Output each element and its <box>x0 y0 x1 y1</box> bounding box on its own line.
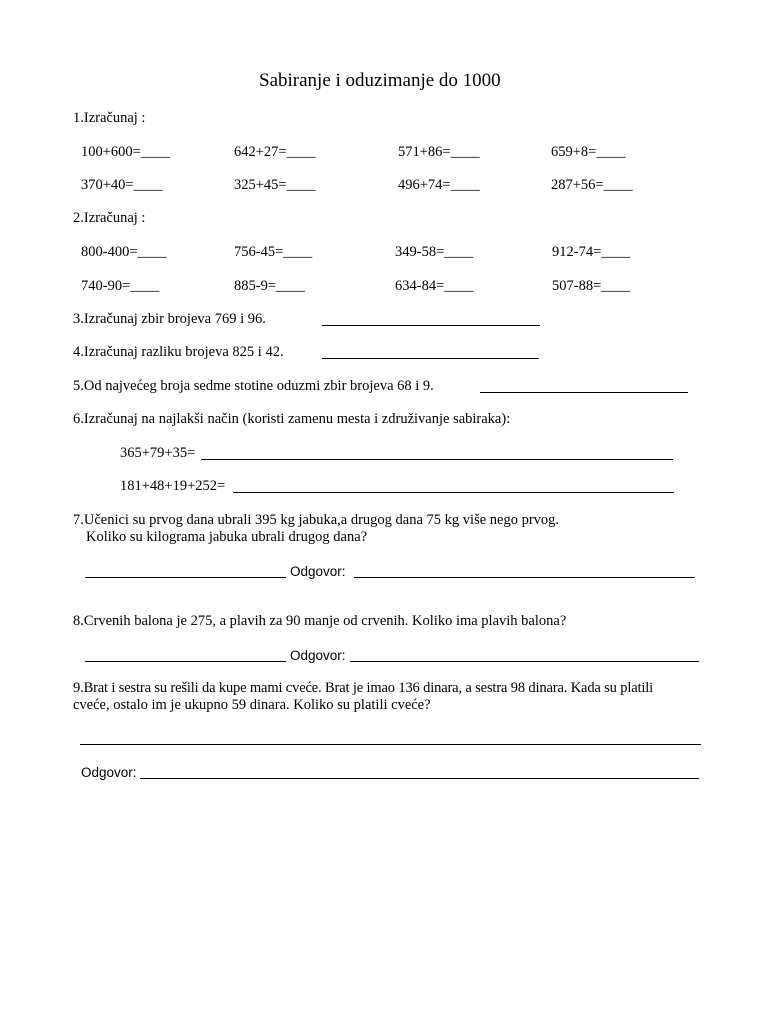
task9-answer-line <box>140 778 699 779</box>
task6-text: 6.Izračunaj na najlakši način (koristi zamenu mesta i združivanje sabiraka): <box>73 411 511 427</box>
task3-text: 3.Izračunaj zbir brojeva 769 i 96. <box>73 311 266 327</box>
task6-answer-line <box>233 492 674 493</box>
task9-text: cveće, ostalo im je ukupno 59 dinara. Koliko su platili cveće? <box>73 697 431 713</box>
task2-problem: 756-45=____ <box>234 244 313 260</box>
task2-problem: 634-84=____ <box>395 278 474 294</box>
task8-work-line <box>85 661 286 662</box>
task6-expression: 181+48+19+252= <box>120 478 226 494</box>
task5-text: 5.Od najvećeg broja sedme stotine oduzmi zbir brojeva 68 i 9. <box>73 378 434 394</box>
task2-problem: 507-88=____ <box>552 278 631 294</box>
task1-problem: 659+8=____ <box>551 144 626 160</box>
task1-problem: 325+45=____ <box>234 177 316 193</box>
page-title: Sabiranje i oduzimanje do 1000 <box>259 70 501 91</box>
task9-work-line <box>80 744 701 745</box>
task8-text: 8.Crvenih balona je 275, a plavih za 90 manje od crvenih. Koliko ima plavih balona? <box>73 613 567 629</box>
task1-problem: 571+86=____ <box>398 144 480 160</box>
task9-answer-label: Odgovor: <box>81 765 137 780</box>
task1-problem: 100+600=____ <box>81 144 170 160</box>
task2-problem: 912-74=____ <box>552 244 631 260</box>
task8-answer-label: Odgovor: <box>290 648 346 663</box>
task2-problem: 349-58=____ <box>395 244 474 260</box>
task7-text: Koliko su kilograma jabuka ubrali drugog dana? <box>86 529 368 545</box>
task8-answer-line <box>350 661 699 662</box>
task7-text: 7.Učenici su prvog dana ubrali 395 kg jabuka,a drugog dana 75 kg više nego prvog. <box>73 512 560 528</box>
task2-problem: 885-9=____ <box>234 278 306 294</box>
task3-answer-line <box>322 325 540 326</box>
task7-answer-line <box>354 577 695 578</box>
task2-problem: 740-90=____ <box>81 278 160 294</box>
task5-answer-line <box>480 392 688 393</box>
task4-text: 4.Izračunaj razliku brojeva 825 i 42. <box>73 344 284 360</box>
task7-answer-label: Odgovor: <box>290 564 346 579</box>
task4-answer-line <box>322 358 539 359</box>
task1-problem: 370+40=____ <box>81 177 163 193</box>
task2-problem: 800-400=____ <box>81 244 167 260</box>
task1-problem: 496+74=____ <box>398 177 480 193</box>
task2-heading: 2.Izračunaj : <box>73 210 146 226</box>
task9-text: 9.Brat i sestra su rešili da kupe mami cveće. Brat je imao 136 dinara, a sestra 98 dinara. Kada su platili <box>73 680 654 696</box>
task6-answer-line <box>201 459 673 460</box>
task1-heading: 1.Izračunaj : <box>73 110 146 126</box>
task6-expression: 365+79+35= <box>120 445 196 461</box>
task7-work-line <box>85 577 286 578</box>
task1-problem: 287+56=____ <box>551 177 633 193</box>
task1-problem: 642+27=____ <box>234 144 316 160</box>
